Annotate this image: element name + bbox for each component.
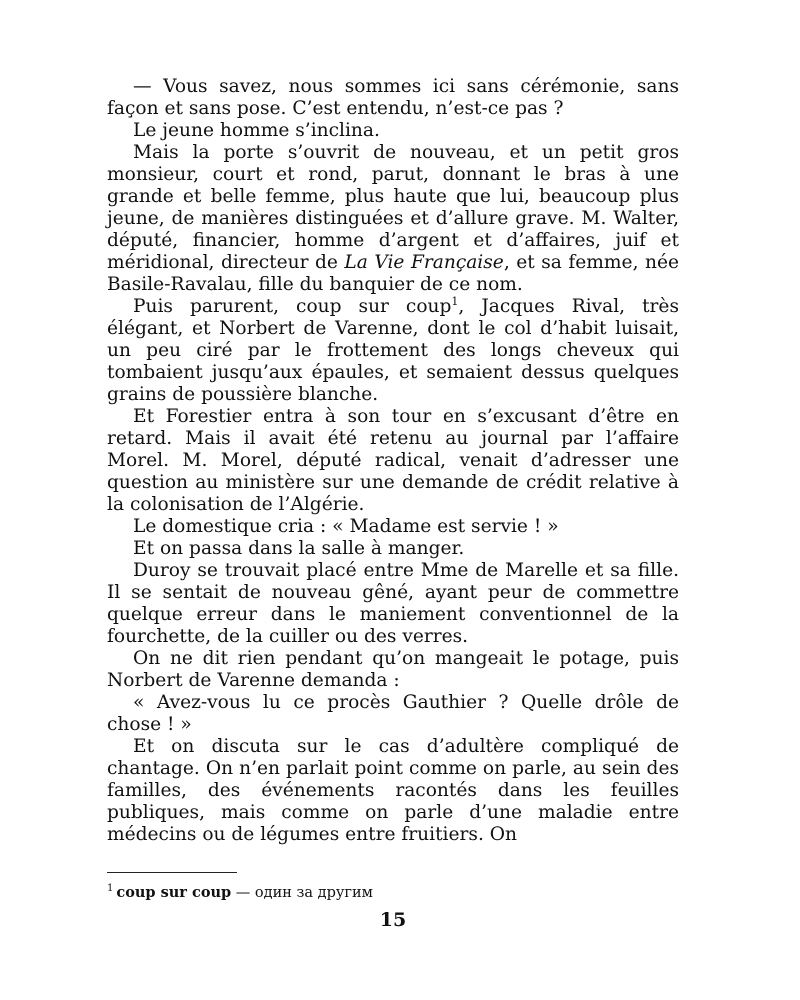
paragraph: Duroy se trouvait placé entre Mme de Marelle et sa fille. Il se sentait de nouveau gêné, ayant peur de commettre quelque erreur dans le maniement conventionnel de la fourchette, de la cuiller ou des verres. [107, 560, 679, 647]
paragraph-dialogue: — Vous savez, nous sommes ici sans cérémonie, sans façon et sans pose. C’est entendu, n’est-ce pas ? [107, 76, 679, 119]
footnote [107, 880, 679, 902]
paragraph: Et on passa dans la salle à manger. [133, 538, 465, 559]
paragraph: Et Forestier entra à son tour en s’excusant d’être en retard. Mais il avait été retenu au journal par l’affaire Morel. M. Morel, député radical, venait d’adresser une question au ministère sur une demande de crédit relative à la colonisation de l’Algérie. [107, 406, 679, 515]
footnote-term: coup sur coup [116, 883, 232, 901]
newspaper-title: La Vie Française [344, 252, 504, 273]
page-number: 15 [379, 909, 407, 931]
paragraph: Le domestique cria : « Madame est servie ! » [133, 516, 559, 537]
paragraph: Et on discuta sur le cas d’adultère compliqué de chantage. On n’en parlait point comme on parle, au sein des familles, des événements racontés dans les feuilles publiques, mais comme on parle d’une maladie entre médecins ou de légumes entre fruitiers. On [107, 736, 679, 845]
paragraph-text: , et sa femme, née Basile-Ravalau, fille du banquier de ce nom. [107, 252, 679, 295]
footnote-divider [107, 872, 237, 873]
paragraph-text: , Jacques Rival, très élégant, et Norbert de Varenne, dont le col d’habit luisait, un peu ciré par le frottement des longs cheveux qui tombaient jusqu’aux épaules, et semaient dessus quelques grains de poussière blanche. [107, 296, 679, 405]
footnote-reference: 1 [451, 294, 459, 308]
paragraph: On ne dit rien pendant qu’on mangeait le potage, puis Norbert de Varenne demanda : [107, 648, 679, 691]
footnote-mark: 1 [107, 883, 114, 894]
paragraph-text: Puis parurent, coup sur coup [133, 296, 452, 317]
paragraph: Le jeune homme s’inclina. [133, 120, 380, 141]
footnote-translation: — один за другим [231, 884, 373, 901]
paragraph-walter [107, 142, 679, 296]
body-text [107, 76, 679, 846]
paragraph-text: Mais la porte s’ouvrit de nouveau, et un petit gros monsieur, court et rond, parut, donnant le bras à une grande et belle femme, plus haute que lui, beaucoup plus jeune, de manières distinguées et d’allure grave. M. Walter, député, financier, homme d’argent et d’affaires, juif et méridional, directeur de [107, 142, 679, 273]
paragraph-rival [107, 296, 679, 406]
paragraph-quote: « Avez-vous lu ce procès Gauthier ? Quelle drôle de chose ! » [107, 692, 679, 735]
